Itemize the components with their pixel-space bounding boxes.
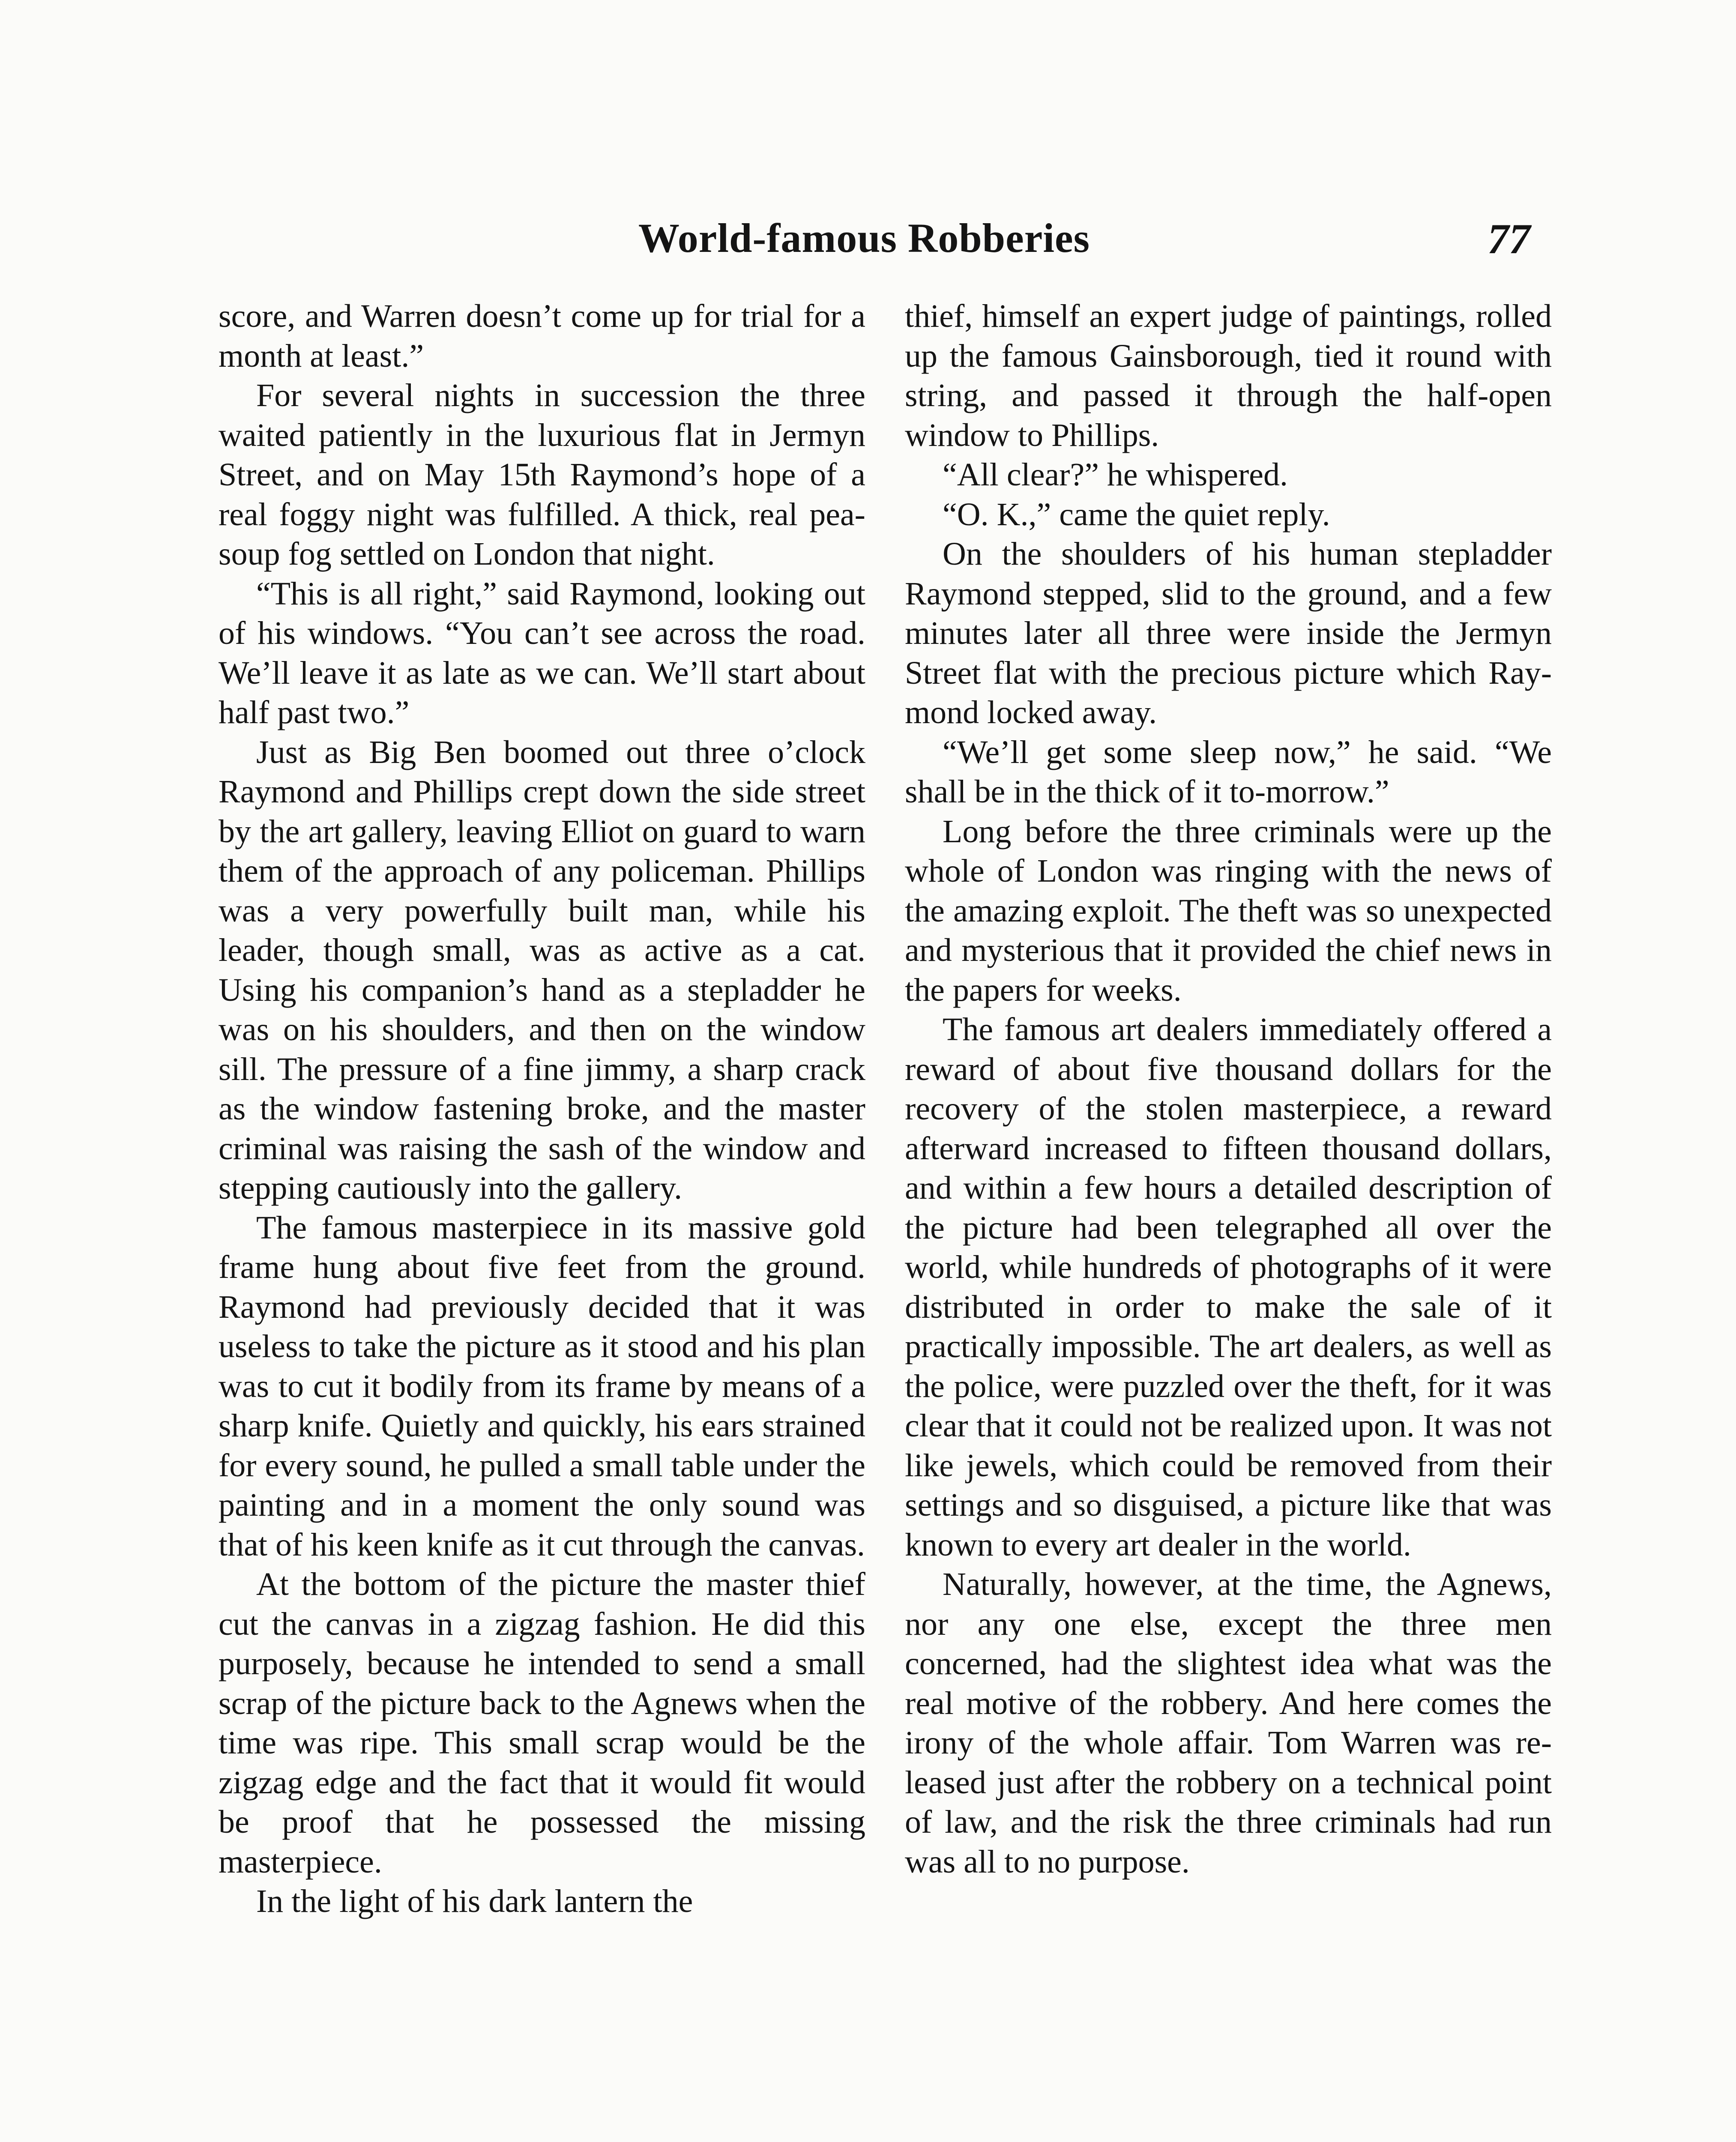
paragraph: For several nights in succession the three waited patiently in the luxurious flat in Jermyn Street, and on May 15th Raymond’s hope of a real foggy night was fulfilled. A thick, real pea-soup fog settled on London that night. [218, 377, 865, 572]
paragraph: Long before the three criminals were up the whole of London was ringing with the news of the amazing exploit. The theft was so unexpected and mysterious that it provided the chief news in the papers for weeks. [905, 813, 1552, 1008]
paragraph: The famous art dealers immediately offered a reward of about five thousand dollars for the recovery of the stolen masterpiece, a reward afterward increased to fifteen thousand dollars, and within a few hours a detailed description of the picture had been telegraphed all over the world, while hundreds of photographs of it were distributed in order to make the sale of it practically impossible. The art dealers, as well as the police, were puzzled over the theft, for it was clear that it could not be realized upon. It was not like jewels, which could be removed from their settings and so disguised, a picture like that was known to every art dealer in the world. [905, 1011, 1552, 1563]
paragraph: “This is all right,” said Raymond, looking out of his windows. “You can’t see across the road. We’ll leave it as late as we can. We’ll start about half past two.” [218, 575, 865, 730]
paragraph: “All clear?” he whispered. [943, 457, 1288, 493]
paragraph: “We’ll get some sleep now,” he said. “We shall be in the thick of it to-morrow.” [905, 734, 1552, 810]
paragraph: On the shoulders of his human stepladder Raymond stepped, slid to the ground, and a few minutes later all three were inside the Jermyn Street flat with the precious picture which Raymond locked away. [905, 536, 1552, 730]
page-title: World-famous Robberies [638, 215, 1090, 261]
paragraph: Just as Big Ben boomed out three o’clock Raymond and Phillips crept down the side street by the art gallery, leaving Elliot on guard to warn them of the approach of any policeman. Phillips was a very powerfully built man, while his leader, though small, was as active as a cat. Using his companion’s hand as a stepladder he was on his shoulders, and then on the window sill. The pressure of a fine jimmy, a sharp crack as the window fastening broke, and the master criminal was raising the sash of the window and stepping cautiously into the gallery. [218, 734, 865, 1206]
page-number: 77 [1488, 215, 1530, 263]
paragraph: In the light of his dark lantern the [256, 1883, 693, 1919]
paragraph: The famous masterpiece in its massive gold frame hung about five feet from the ground. Raymond had previously decided that it was useless to take the picture as it stood and his plan was to cut it bodily from its frame by means of a sharp knife. Quietly and quickly, his ears strained for every sound, he pulled a small table under the painting and in a moment the only sound was that of his keen knife as it cut through the canvas. [218, 1209, 865, 1563]
left-column [218, 296, 865, 1921]
paragraph: Naturally, however, at the time, the Agnews, nor any one else, except the three men concerned, had the slightest idea what was the real motive of the robbery. And here comes the irony of the whole affair. Tom Warren was released just after the robbery on a technical point of law, and the risk the three criminals had run was all to no purpose. [905, 1566, 1552, 1880]
paragraph: thief, himself an expert judge of paintings, rolled up the famous Gainsborough, tied it round with string, and passed it through the half-open window to Phillips. [905, 298, 1552, 453]
paragraph: At the bottom of the picture the master thief cut the canvas in a zigzag fashion. He did this purposely, because he intended to send a small scrap of the picture back to the Agnews when the time was ripe. This small scrap would be the zigzag edge and the fact that it would fit would be proof that he possessed the missing masterpiece. [218, 1566, 865, 1880]
paragraph: score, and Warren doesn’t come up for trial for a month at least.” [218, 298, 865, 374]
right-column [905, 296, 1552, 1882]
paragraph: “O. K.,” came the quiet reply. [943, 496, 1330, 533]
